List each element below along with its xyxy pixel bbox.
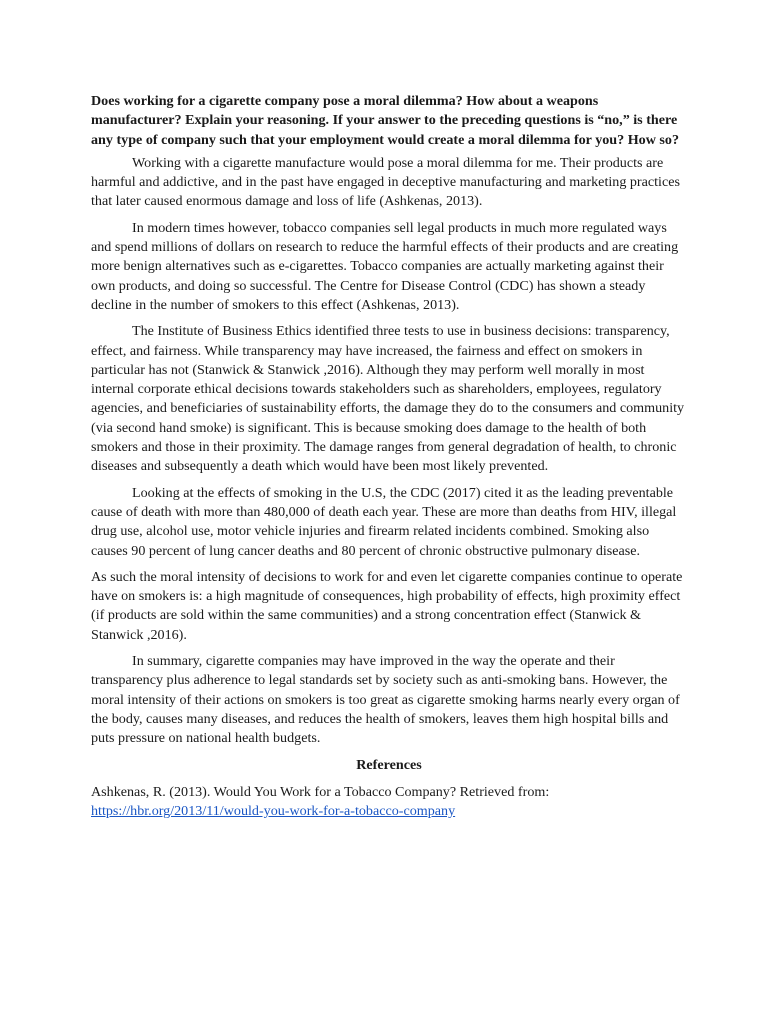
paragraph-1: Working with a cigarette manufacture would pose a moral dilemma for me. Their products are harmful and addictive, and in the past have engaged in deceptive manufacturing and marketing practices that later caused enormous damage and loss of life (Ashkenas, 2013). [91, 154, 680, 210]
document-page [91, 92, 687, 821]
reference-entry [91, 783, 687, 822]
paragraph-2: In modern times however, tobacco companies sell legal products in much more regulated ways and spend millions of dollars on research to reduce the harmful effects of their products and are creating more benign alternatives such as e-cigarettes. Tobacco companies are actually marketing against their own products, and doing so successful. The Centre for Disease Control (CDC) has shown a steady decline in the number of smokers to this effect (Ashkenas, 2013). [91, 219, 679, 313]
paragraph-4: Looking at the effects of smoking in the U.S, the CDC (2017) cited it as the leading preventable cause of death with more than 480,000 of death each year. These are more than deaths from HIV, illegal drug use, alcohol use, motor vehicle injuries and firearm related incidents combined. Smoking also causes 90 percent of lung cancer deaths and 80 percent of chronic obstructive pulmonary disease. [91, 484, 677, 559]
paragraph-6: In summary, cigarette companies may have improved in the way the operate and their transparency plus adherence to legal standards set by society such as anti-smoking bans. However, the moral intensity of their actions on smokers is too great as cigarette smoking harms nearly every organ of the body, causes many diseases, and reduces the health of smokers, leaves them high hospital bills and puts pressure on national health budgets. [91, 653, 680, 747]
paragraph-3: The Institute of Business Ethics identified three tests to use in business decisions: transparency, effect, and fairness. While transparency may have increased, the fairness and effect on smokers in particular has not (Stanwick & Stanwick ,2016). Although they may perform well morally in most internal corporate ethical decisions towards stakeholders such as shareholders, employees, regulatory agencies, and beneficiaries of sustainability efforts, the damage they do to the consumers and community (via second hand smoke) is significant. This is because smoking does damage to the health of both smokers and those in their proximity. The damage ranges from general degradation of health, to chronic diseases and subsequently a death which would have been most likely prevented. [91, 323, 685, 475]
reference-text: Ashkenas, R. (2013). Would You Work for a Tobacco Company? Retrieved from: [91, 783, 550, 800]
references-heading: References [356, 756, 422, 773]
reference-link[interactable]: https://hbr.org/2013/11/would-you-work-for-a-tobacco-company [91, 803, 456, 820]
question-heading: Does working for a cigarette company pose a moral dilemma? How about a weapons manufacturer? Explain your reasoning. If your answer to the preceding questions is “no,” is there any type of company such that your employment would create a moral dilemma for you? How so? [91, 93, 680, 148]
paragraph-5: As such the moral intensity of decisions to work for and even let cigarette companies continue to operate have on smokers is: a high magnitude of consequences, high probability of effects, high proximity effect (if products are sold within the same communities) and a strong concentration effect (Stanwick & Stanwick ,2016). [91, 568, 683, 643]
